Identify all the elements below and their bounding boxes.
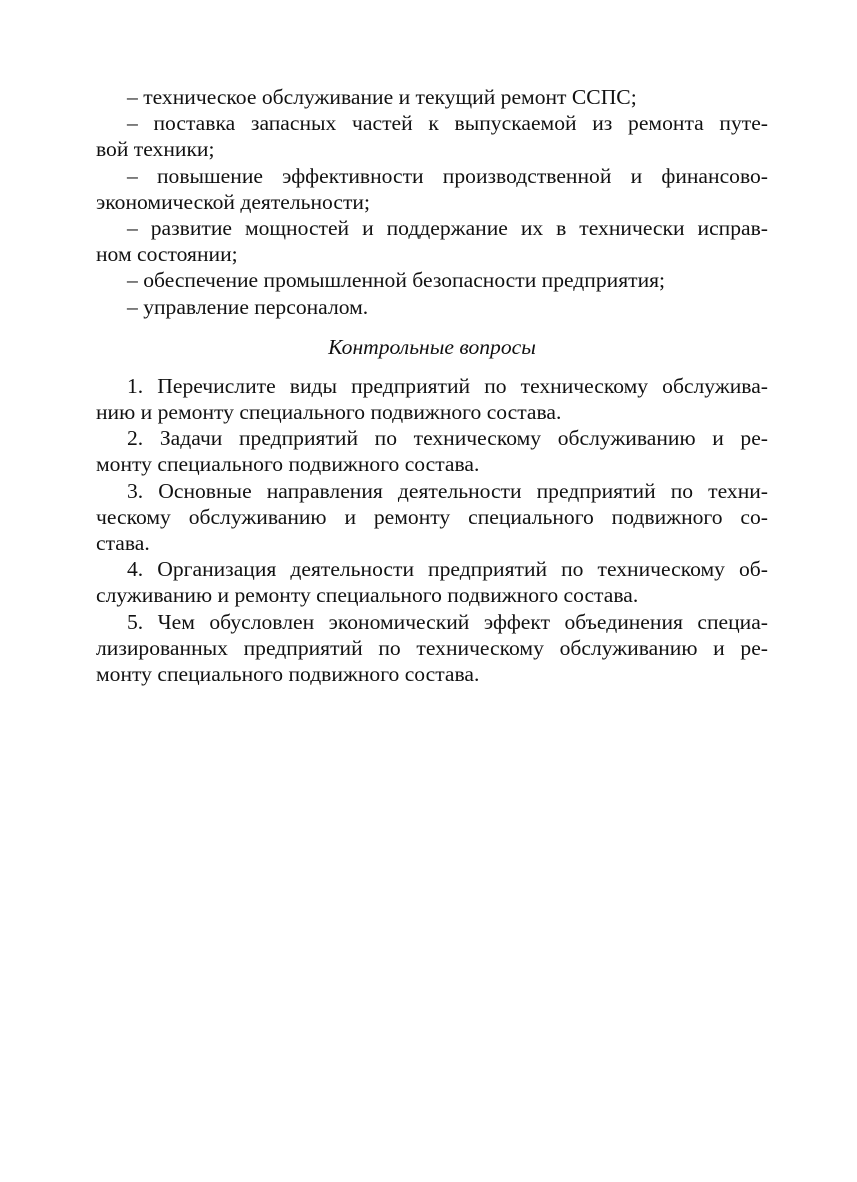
bullet-line: – развитие мощностей и поддержание их в технически исправ- [127, 215, 768, 240]
question-item [96, 373, 768, 425]
question-item [96, 478, 768, 557]
bullet-item [96, 110, 768, 162]
bullet-line: экономической деятельности; [96, 189, 370, 214]
bullet-line: ном состоянии; [96, 242, 238, 267]
bullet-line: – управление персоналом. [127, 294, 369, 319]
bullet-item [96, 267, 768, 293]
bullet-item [96, 163, 768, 215]
bullet-item [96, 294, 768, 320]
question-line: 1. Перечислите виды предприятий по техническому обслужива- [127, 373, 768, 398]
question-item [96, 556, 768, 608]
question-item [96, 609, 768, 688]
bullet-list [96, 84, 768, 320]
question-line: 4. Организация деятельности предприятий по техническому об- [127, 557, 768, 582]
bullet-line: вой техники; [96, 137, 215, 162]
question-line: 2. Задачи предприятий по техническому обслуживанию и ре- [127, 426, 768, 451]
question-item [96, 425, 768, 477]
question-line: лизированных предприятий по техническому обслуживанию и ре- [96, 635, 768, 660]
question-line: монту специального подвижного состава. [96, 661, 480, 686]
section-heading: Контрольные вопросы [328, 334, 536, 359]
questions-list [96, 373, 768, 687]
question-line: 5. Чем обусловлен экономический эффект объединения специа- [127, 609, 768, 634]
bullet-line: – поставка запасных частей к выпускаемой из ремонта путе- [127, 111, 768, 136]
bullet-line: – техническое обслуживание и текущий ремонт ССПС; [127, 85, 637, 109]
bullet-line: – повышение эффективности производственной и финансово- [127, 163, 768, 188]
bullet-line: – обеспечение промышленной безопасности предприятия; [127, 268, 666, 293]
question-line: служиванию и ремонту специального подвижного состава. [96, 583, 639, 608]
document-page [96, 84, 768, 687]
question-line: ческому обслуживанию и ремонту специального подвижного со- [96, 504, 768, 529]
question-line: нию и ремонту специального подвижного состава. [96, 400, 562, 425]
bullet-item [96, 84, 768, 110]
question-line: 3. Основные направления деятельности предприятий по техни- [127, 478, 768, 503]
bullet-item [96, 215, 768, 267]
question-line: монту специального подвижного состава. [96, 452, 480, 477]
question-line: става. [96, 531, 150, 555]
